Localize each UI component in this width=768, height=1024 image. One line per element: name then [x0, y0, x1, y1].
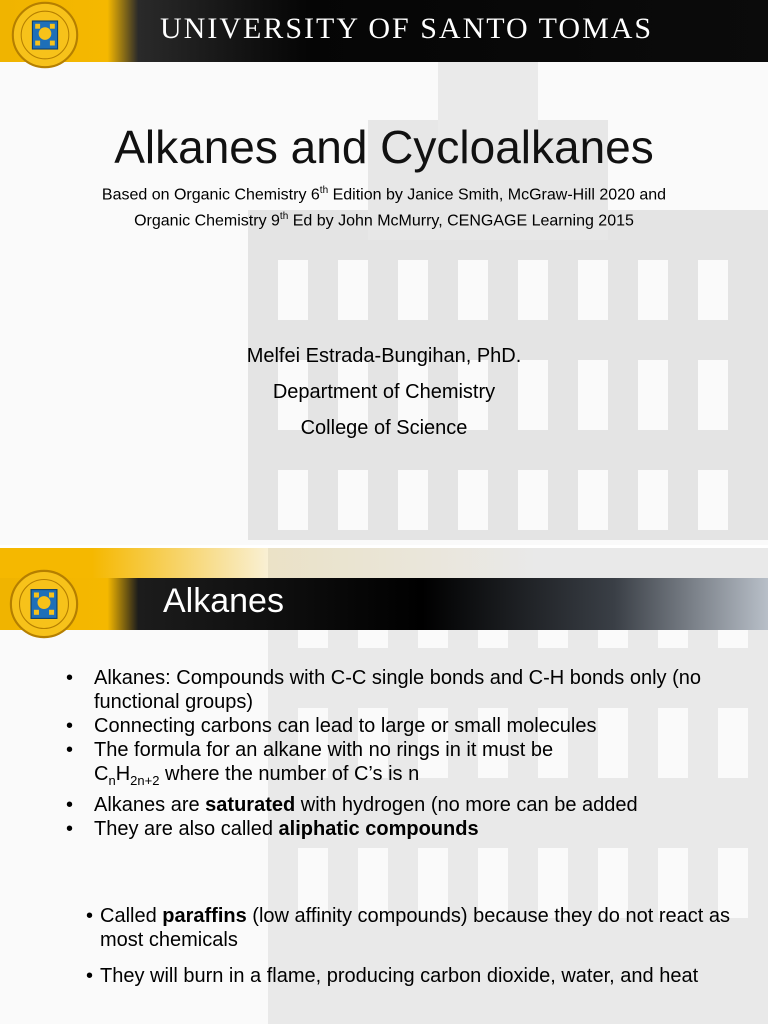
department-name: Department of Chemistry [272, 381, 496, 403]
bullet-list-secondary [86, 904, 746, 1000]
college-name: College of Science [300, 417, 468, 439]
slide-subtitle [0, 180, 768, 233]
list-item: • They are also called aliphatic compounds [66, 817, 746, 841]
ust-seal-icon [8, 568, 80, 640]
bullet-list [66, 666, 746, 841]
list-item: • They will burn in a flame, producing carbon dioxide, water, and heat [86, 964, 746, 988]
list-item: • Alkanes: Compounds with C-C single bonds and C-H bonds only (no functional groups) [66, 666, 746, 714]
author-name: Melfei Estrada-Bungihan, PhD. [246, 345, 522, 367]
university-name: UNIVERSITY OF SANTO TOMAS [160, 12, 654, 45]
list-item: • Connecting carbons can lead to large or small molecules [66, 714, 746, 738]
list-item: • Called paraffins (low affinity compounds) because they do not react as most chemicals [86, 904, 746, 952]
slide-title: Alkanes [163, 582, 284, 620]
slide-title: Alkanes and Cycloalkanes [114, 121, 654, 173]
subtitle-line-1: Based on Organic Chemistry 6th Edition by Janice Smith, McGraw-Hill 2020 and [101, 185, 667, 204]
list-item: • The formula for an alkane with no rings in it must be $C_nH_{2n+2}$ where the number of C’s is n [66, 738, 746, 793]
alkanes-slide [0, 548, 768, 1024]
list-item: • Alkanes are saturated with hydrogen (no more can be added [66, 793, 746, 817]
header-banner [0, 578, 768, 630]
header-gold-strip [0, 548, 768, 578]
subtitle-line-2: Organic Chemistry 9th Ed by John McMurry, CENGAGE Learning 2015 [134, 211, 634, 230]
ust-seal-icon [10, 0, 80, 70]
author-block [0, 338, 768, 446]
